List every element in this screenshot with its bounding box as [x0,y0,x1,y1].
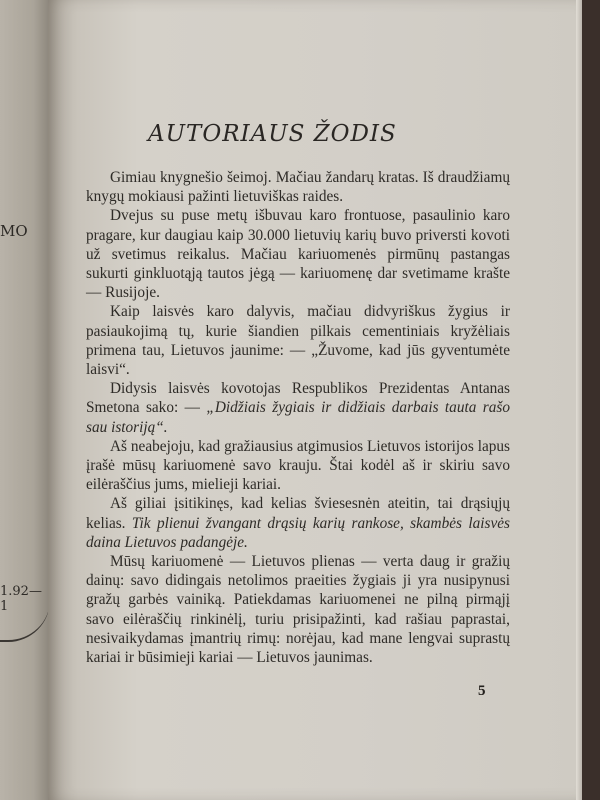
emphasis-italic: Tik plienui žvangant drąsių karių rankose, skambės laisvės daina Lietuvos padangėje. [86,514,510,551]
page-edge [576,0,582,800]
paragraph-4: Didysis laisvės kovotojas Respublikos Prezidentas Antanas Smetona sako: — „Didžiais žygiais ir didžiais darbais tauta rašo sau istoriją“. [86,380,510,436]
quote-italic: „Didžiais žygiais ir didžiais darbais tauta rašo sau istoriją“. [86,399,510,436]
left-page [0,0,48,800]
left-page-fragment-bottom: 1.92—1 [0,584,42,614]
paragraph-1: Gimiau knygnešio šeimoj. Mačiau žandarų kratas. Iš draudžiamų knygų mokiausi pažinti lietuviškas raides. [86,169,510,206]
page-title: AUTORIAUS ŽODIS [148,121,397,147]
left-page-fragment-top: MO [0,222,28,240]
paragraph-5: Aš neabejoju, kad gražiausius atgimusios Lietuvos istorijos lapus įrašė mūsų kariuomenė savo krauju. Štai kodėl aš ir skiriu savo eilėraščius jums, mielieji kariai. [86,437,510,494]
page-number: 5 [478,683,486,699]
body-text [86,168,510,667]
paragraph-2: Dvejus su puse metų išbuvau karo frontuose, pasaulinio karo pragare, kur daugiau kaip 30.000 lietuvių karių buvo priversti kovoti už svetimus reikalus. Mačiau kariuomenės pirmūnų pastangas sukurti ginkluotąją tautos jėgą — kariuomenę dar svetimame krašte — Rusijoje. [86,207,510,302]
paragraph-6: Aš giliai įsitikinęs, kad kelias šviesesnėn ateitin, tai drąsiųjų kelias. Tik plienui žvangant drąsių karių rankose, skambės laisvės daina Lietuvos padangėje. [86,495,510,551]
left-page-rule [0,600,50,642]
paragraph-3: Kaip laisvės karo dalyvis, mačiau didvyriškus žygius ir pasiaukojimą tų, kurie šiandien pilkais cementiniais kryžėliais primena tau, Lietuvos jaunime: — „Žuvome, kad jūs gyventumėte laisvi“. [86,303,510,379]
paragraph-7: Mūsų kariuomenė — Lietuvos plienas — verta daug ir gražių dainų: savo didingais netolimos praeities žygiais ji yra nusipynusi gražų garbės vainiką. Patiekdamas kariuomenei ne pilną pirmąjį savo eilėraščių rinkinėlį, turiu prisipažinti, kad rašiau paprastai, nesivaikydamas įmantrių rimų: norėjau, kad mane lengvai suprastų kariai ir būsimieji kariai — Lietuvos jaunimas. [86,553,510,667]
